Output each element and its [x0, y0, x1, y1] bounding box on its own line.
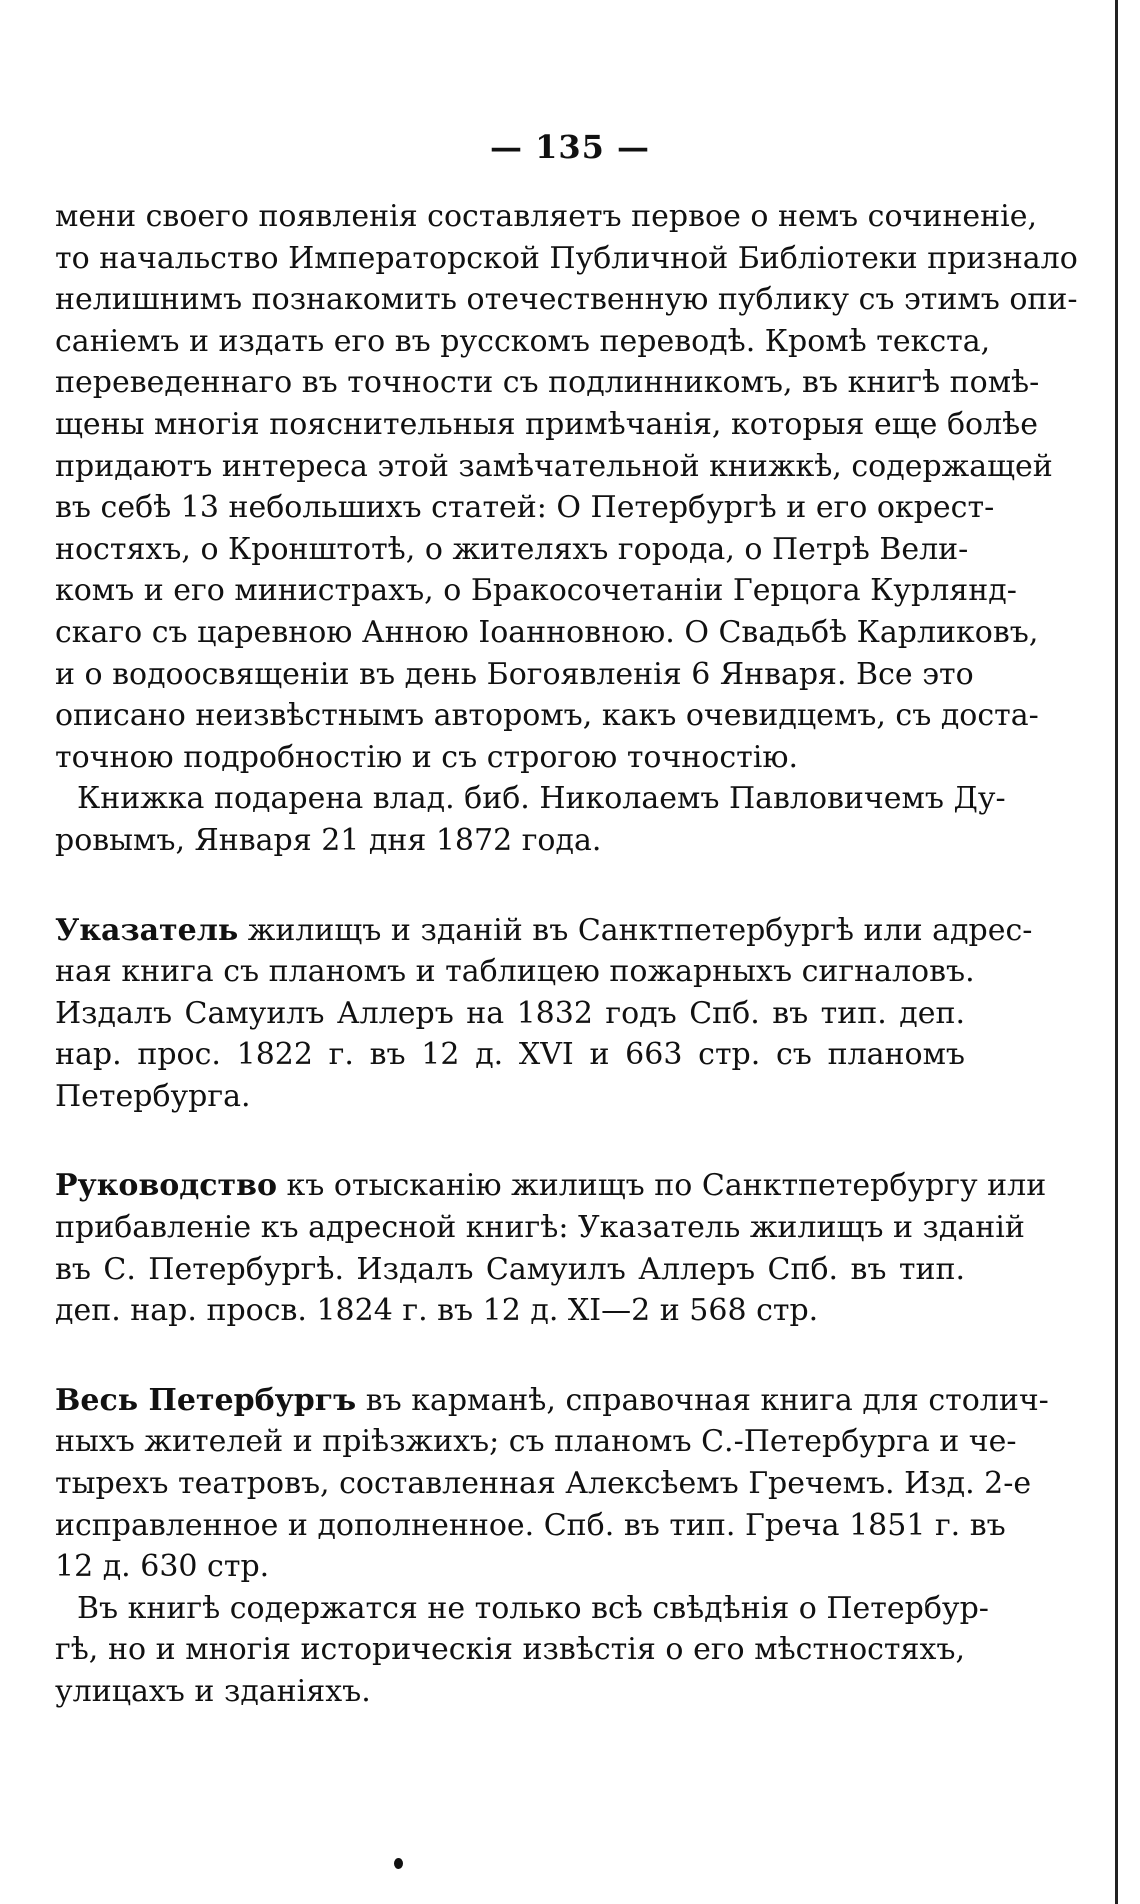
text-line: Петербурга.: [55, 1078, 251, 1114]
page-number: — 135 —: [489, 128, 651, 166]
text-line: и о водоосвященіи въ день Богоявленія 6 Января. Все это: [55, 656, 974, 692]
text-line: комъ и его министрахъ, о Бракосочетаніи Герцога Курлянд-: [55, 573, 1017, 609]
entry-rukovodstvo: [55, 1165, 1047, 1331]
spacer: [55, 1332, 965, 1380]
text-line: нелишнимъ познакомить отечественную публику съ этимъ опи-: [55, 282, 1078, 318]
text-line: въ карманѣ, справочная книга для столич-: [356, 1382, 1049, 1418]
entry-first-line: [55, 1380, 1049, 1422]
text-line: ровымъ, Января 21 дня 1872 года.: [55, 822, 602, 858]
entry-ukazatel: [55, 910, 1033, 1118]
text-line: то начальство Императорской Публичной Библіотеки признало: [55, 240, 1078, 276]
entry-first-line: [55, 1165, 1047, 1207]
text-line: Въ книгѣ содержатся не только всѣ свѣдѣнія о Петербур-: [77, 1590, 989, 1626]
text-line: ностяхъ, о Кронштотѣ, о жителяхъ города, о Петрѣ Вели-: [55, 531, 969, 567]
text-line: тырехъ театровъ, составленная Алексѣемъ Гречемъ. Изд. 2-е: [55, 1466, 1032, 1502]
text-line: нар. прос. 1822 г. въ 12 д. XVI и 663 стр. съ планомъ: [55, 1037, 965, 1073]
text-line: ная книга съ планомъ и таблицею пожарныхъ сигналовъ.: [55, 954, 975, 990]
text-line: переведеннаго въ точности съ подлинникомъ, въ книгѣ помѣ-: [55, 365, 1040, 401]
text-line: саніемъ и издать его въ русскомъ переводѣ. Кромѣ текста,: [55, 323, 991, 359]
text-line: щены многія пояснительныя примѣчанія, которыя еще болѣе: [55, 406, 1038, 442]
text-line: точною подробностію и съ строгою точностію.: [55, 739, 799, 775]
text-line: деп. нар. просв. 1824 г. въ 12 д. XI—2 и 568 стр.: [55, 1293, 819, 1329]
text-line: въ С. Петербургѣ. Издалъ Самуилъ Аллеръ Спб. въ тип.: [55, 1251, 965, 1287]
text-line: мени своего появленія составляетъ первое о немъ сочиненіе,: [55, 199, 1037, 234]
entry-title: Руководство: [55, 1168, 277, 1204]
paragraph-2-cont: [55, 820, 965, 862]
spacer: [55, 1117, 965, 1165]
text-line: Книжка подарена влад. биб. Николаемъ Павловичемъ Ду-: [77, 781, 1006, 817]
text-line: въ себѣ 13 небольшихъ статей: О Петербургѣ и его окрест-: [55, 490, 995, 526]
text-line: Издалъ Самуилъ Аллеръ на 1832 годъ Спб. въ тип. деп.: [55, 995, 965, 1031]
text-line: описано неизвѣстнымъ авторомъ, какъ очевидцемъ, съ доста-: [55, 698, 1039, 734]
text-line: 12 д. 630 стр.: [55, 1549, 270, 1585]
body-text: [55, 196, 1078, 1713]
paragraph-1: [55, 196, 1078, 778]
entry-first-line: [55, 910, 1033, 952]
entry-ves-peterburg: [55, 1380, 1049, 1588]
text-line: исправленное и дополненное. Спб. въ тип. Греча 1851 г. въ: [55, 1507, 1006, 1543]
text-line: къ отысканію жилищъ по Санктпетербургу или: [277, 1168, 1047, 1204]
paragraph-final: [55, 1588, 989, 1713]
paragraph-2: [55, 778, 1006, 820]
text-line: скаго съ царевною Анною Іоанновною. О Свадьбѣ Карликовъ,: [55, 614, 1039, 650]
entry-title: Указатель: [55, 912, 239, 948]
text-line: улицахъ и зданіяхъ.: [55, 1674, 371, 1709]
text-line: ныхъ жителей и пріѣзжихъ; съ планомъ С.-Петербурга и че-: [55, 1424, 1017, 1460]
spacer: [55, 862, 965, 910]
text-line: придаютъ интереса этой замѣчательной книжкѣ, содержащей: [55, 448, 1053, 484]
text-line: прибавленіе къ адресной книгѣ: Указатель жилищъ и зданій: [55, 1210, 1025, 1246]
text-line: жилищъ и зданій въ Санктпетербургѣ или адрес-: [238, 912, 1033, 948]
entry-title: Весь Петербургъ: [55, 1382, 357, 1418]
ink-speck: [394, 1858, 403, 1869]
text-line: гѣ, но и многія историческія извѣстія о его мѣстностяхъ,: [55, 1632, 965, 1668]
page-edge-rule: [1115, 0, 1118, 1904]
